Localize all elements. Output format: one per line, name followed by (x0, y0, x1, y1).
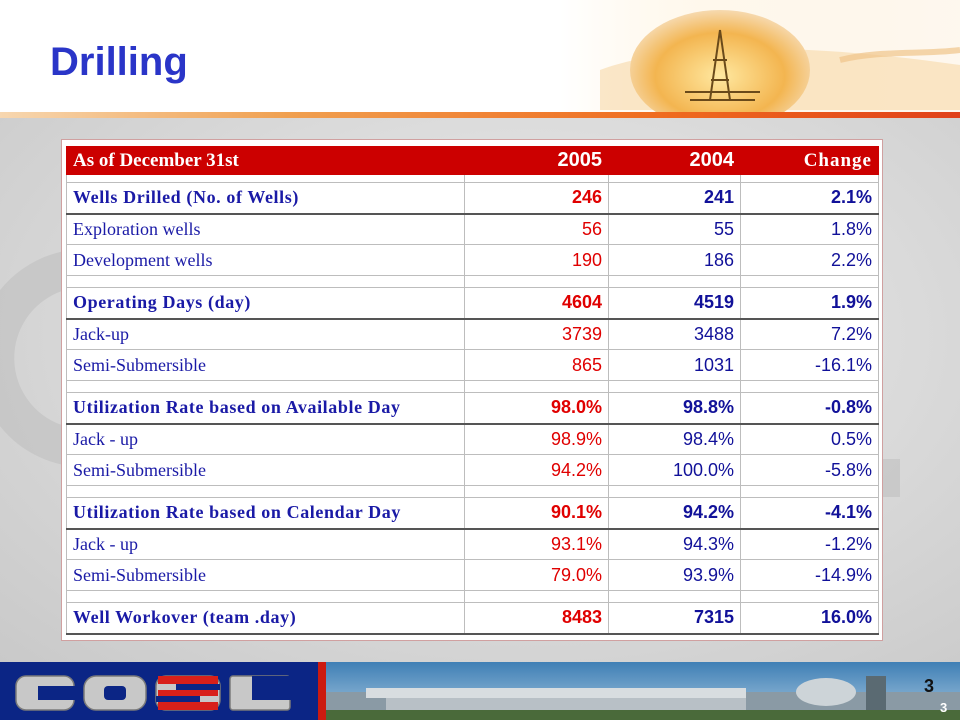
spacer-cell (741, 175, 879, 183)
table-row (67, 288, 879, 319)
spacer-cell (67, 276, 465, 288)
value-change: -14.9% (741, 560, 879, 591)
spacer-cell (609, 381, 741, 393)
value-2004: 4519 (609, 288, 741, 319)
value-2004: 186 (609, 245, 741, 276)
table-spacer-row (67, 175, 879, 183)
table-row (67, 498, 879, 529)
table-row (67, 319, 879, 350)
spacer-cell (465, 276, 609, 288)
value-change: -1.2% (741, 529, 879, 560)
value-2004: 7315 (609, 603, 741, 634)
value-change: -5.8% (741, 455, 879, 486)
spacer-cell (609, 486, 741, 498)
value-change: -16.1% (741, 350, 879, 381)
value-2005: 56 (465, 214, 609, 245)
value-2005: 3739 (465, 319, 609, 350)
value-2005: 190 (465, 245, 609, 276)
value-change: 2.1% (741, 183, 879, 214)
value-change: 1.8% (741, 214, 879, 245)
value-2004: 55 (609, 214, 741, 245)
value-2004: 94.3% (609, 529, 741, 560)
table-spacer-row (67, 591, 879, 603)
oil-platform-header-image (560, 0, 960, 115)
row-label: Jack - up (67, 529, 465, 560)
spacer-cell (67, 486, 465, 498)
value-2004: 241 (609, 183, 741, 214)
table-row (67, 245, 879, 276)
value-change: -4.1% (741, 498, 879, 529)
table-row (67, 214, 879, 245)
row-label: Semi-Submersible (67, 350, 465, 381)
value-2004: 100.0% (609, 455, 741, 486)
spacer-cell (67, 175, 465, 183)
header-change: Change (741, 147, 879, 175)
value-2005: 94.2% (465, 455, 609, 486)
row-label: Utilization Rate based on Calendar Day (67, 498, 465, 529)
value-2004: 98.4% (609, 424, 741, 455)
row-label: Jack-up (67, 319, 465, 350)
value-2004: 3488 (609, 319, 741, 350)
row-label: Semi-Submersible (67, 560, 465, 591)
cosl-logo-icon (0, 662, 318, 720)
value-2005: 98.9% (465, 424, 609, 455)
spacer-cell (609, 276, 741, 288)
value-2005: 90.1% (465, 498, 609, 529)
value-2004: 98.8% (609, 393, 741, 424)
building-photo-image (326, 662, 960, 720)
table-spacer-row (67, 486, 879, 498)
row-label: Development wells (67, 245, 465, 276)
row-label: Semi-Submersible (67, 455, 465, 486)
table-row (67, 529, 879, 560)
table-row (67, 424, 879, 455)
logo-separator (318, 662, 326, 720)
value-2004: 93.9% (609, 560, 741, 591)
cosl-logo (0, 662, 318, 720)
header-2004: 2004 (609, 147, 741, 175)
row-label: Jack - up (67, 424, 465, 455)
header-divider (0, 112, 960, 118)
value-2005: 4604 (465, 288, 609, 319)
spacer-cell (67, 381, 465, 393)
table-spacer-row (67, 381, 879, 393)
page-number: 3 (924, 676, 935, 696)
row-label: Operating Days (day) (67, 288, 465, 319)
row-label: Exploration wells (67, 214, 465, 245)
value-2004: 94.2% (609, 498, 741, 529)
spacer-cell (609, 591, 741, 603)
value-change: 2.2% (741, 245, 879, 276)
value-2005: 79.0% (465, 560, 609, 591)
table-header-row (67, 147, 879, 175)
value-change: 7.2% (741, 319, 879, 350)
value-2004: 1031 (609, 350, 741, 381)
header-date-label: As of December 31st (67, 147, 465, 175)
value-change: 1.9% (741, 288, 879, 319)
spacer-cell (465, 175, 609, 183)
spacer-cell (741, 276, 879, 288)
spacer-cell (465, 486, 609, 498)
table-row (67, 393, 879, 424)
spacer-cell (741, 486, 879, 498)
table-row (67, 455, 879, 486)
page-number-secondary: 3 (940, 700, 948, 715)
value-2005: 98.0% (465, 393, 609, 424)
value-change: 16.0% (741, 603, 879, 634)
value-change: -0.8% (741, 393, 879, 424)
row-label: Wells Drilled (No. of Wells) (67, 183, 465, 214)
value-change: 0.5% (741, 424, 879, 455)
spacer-cell (609, 175, 741, 183)
value-2005: 8483 (465, 603, 609, 634)
value-2005: 246 (465, 183, 609, 214)
table-row (67, 350, 879, 381)
spacer-cell (67, 591, 465, 603)
page-title: Drilling (50, 40, 188, 84)
spacer-cell (465, 381, 609, 393)
spacer-cell (741, 381, 879, 393)
drilling-table (66, 146, 879, 635)
row-label: Well Workover (team .day) (67, 603, 465, 634)
value-2005: 93.1% (465, 529, 609, 560)
spacer-cell (741, 591, 879, 603)
row-label: Utilization Rate based on Available Day (67, 393, 465, 424)
table-spacer-row (67, 276, 879, 288)
table-row (67, 560, 879, 591)
spacer-cell (465, 591, 609, 603)
value-2005: 865 (465, 350, 609, 381)
table-row (67, 603, 879, 634)
table-row (67, 183, 879, 214)
header-2005: 2005 (465, 147, 609, 175)
